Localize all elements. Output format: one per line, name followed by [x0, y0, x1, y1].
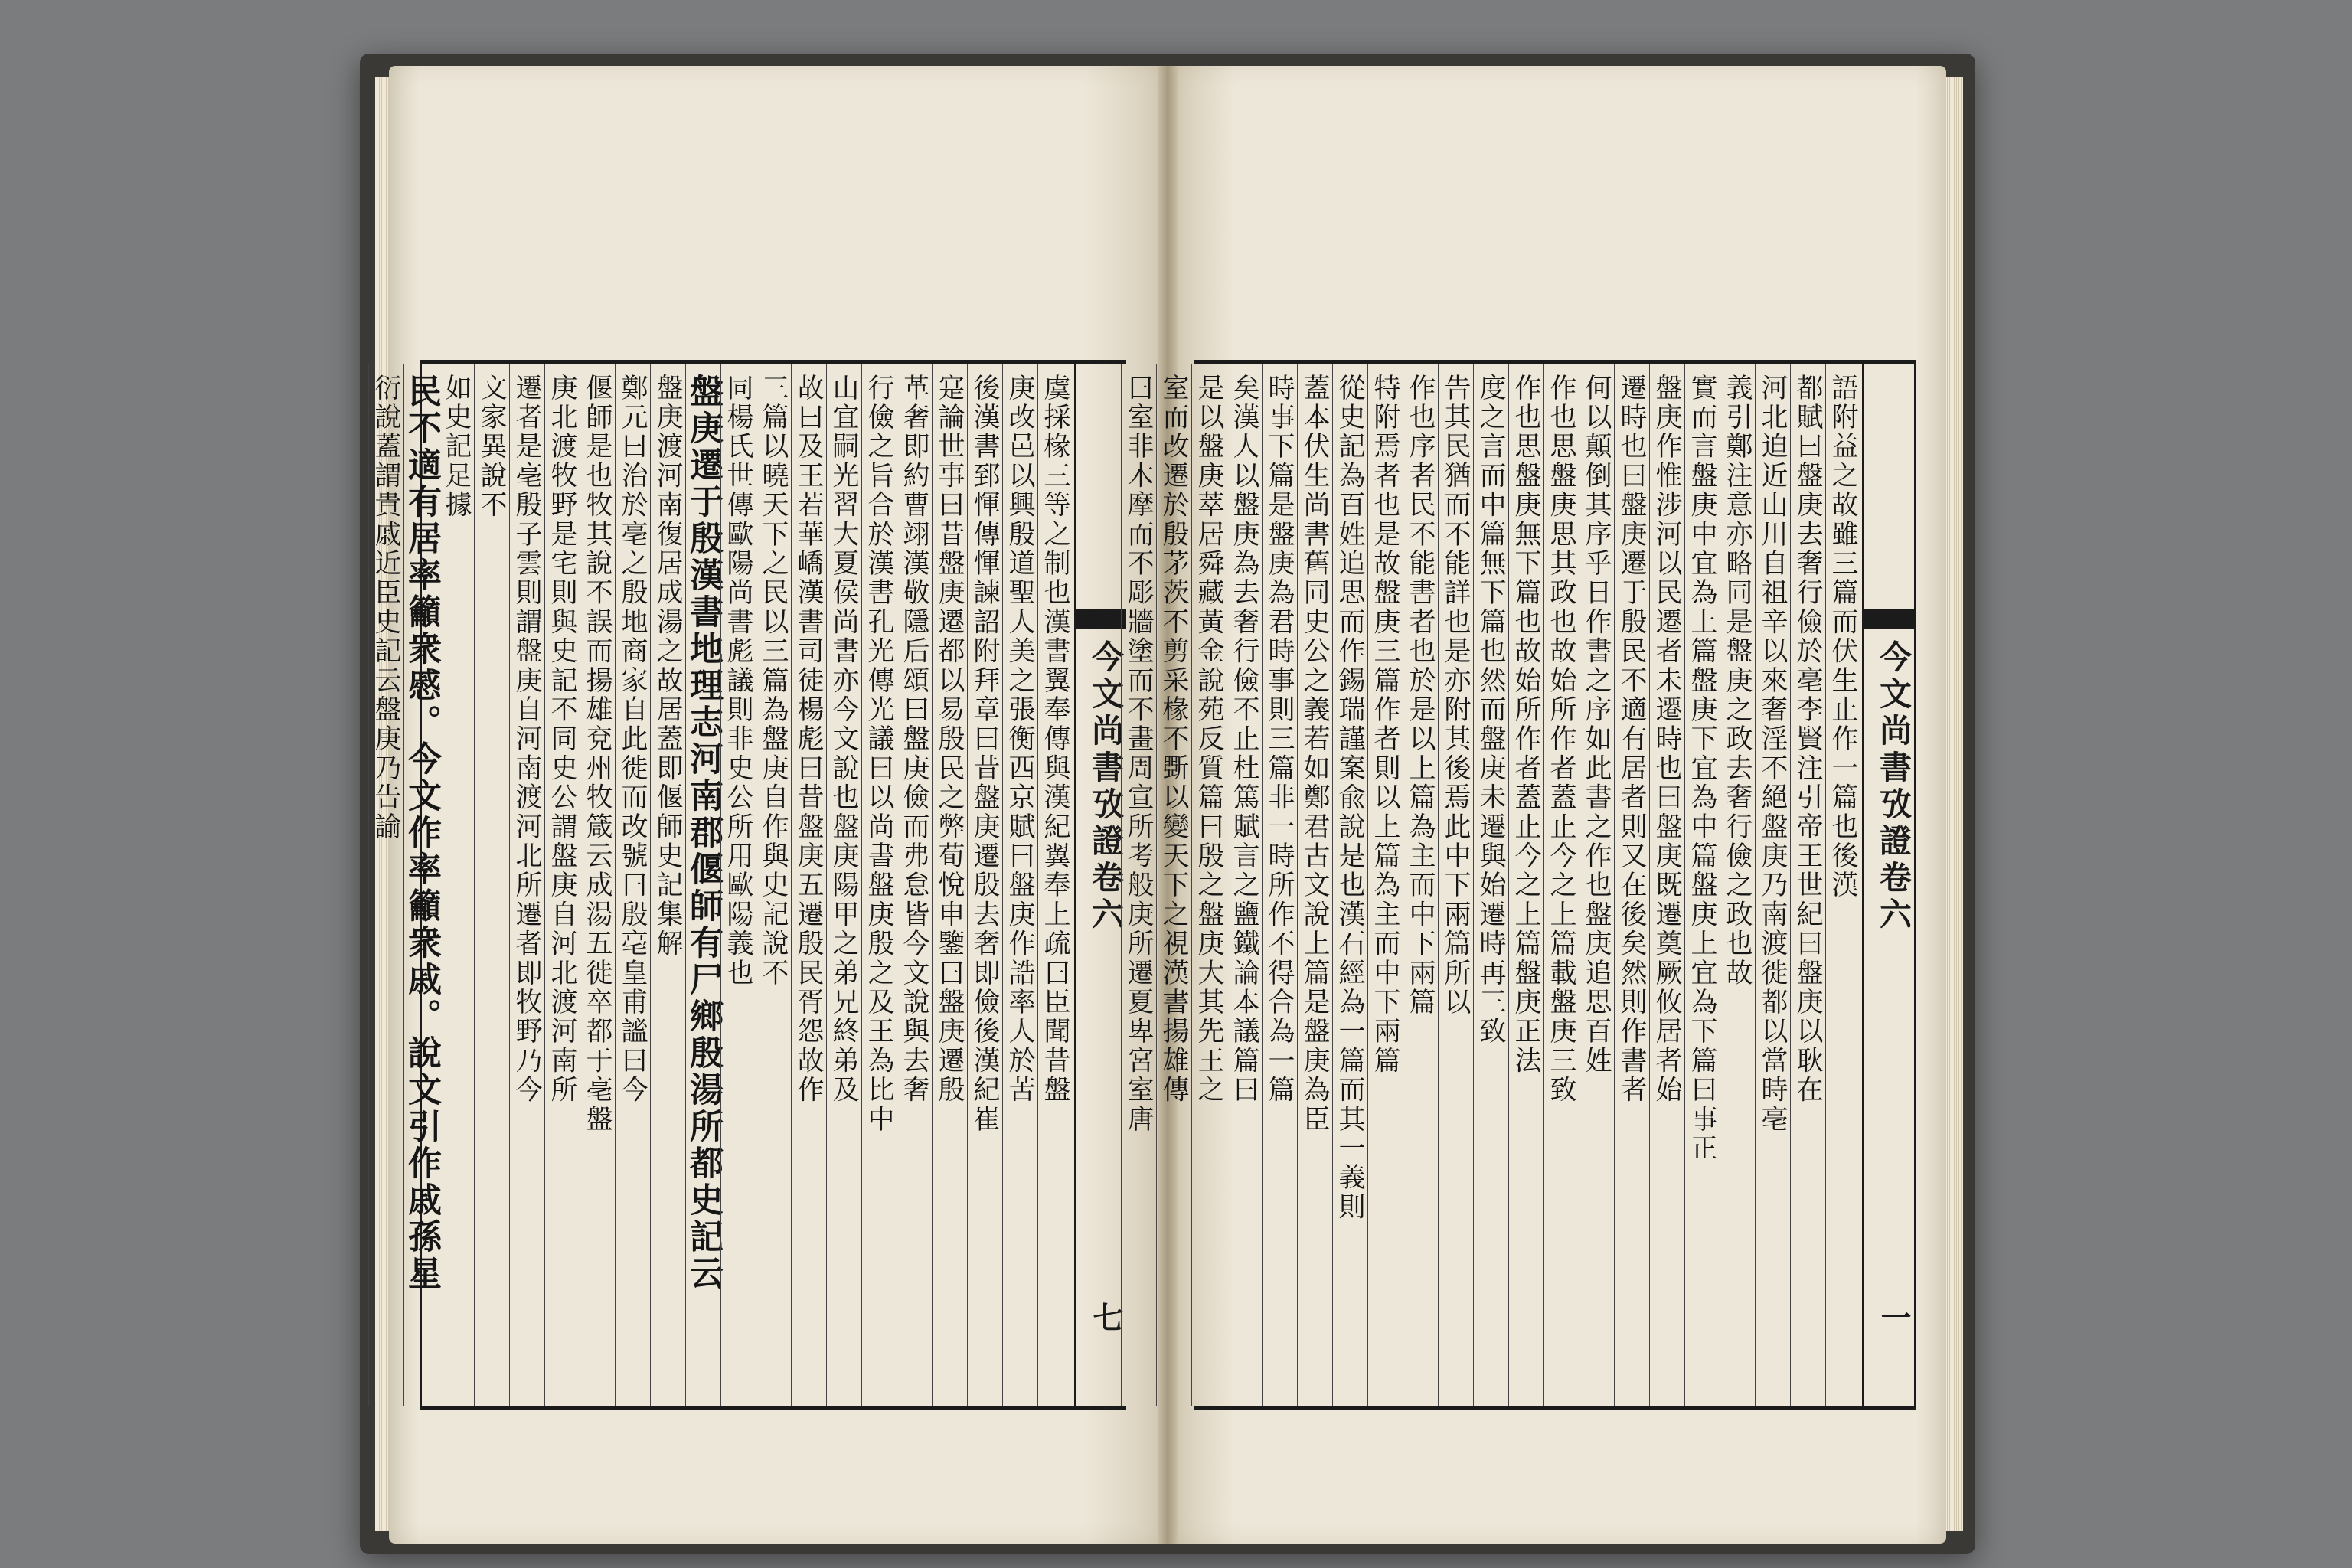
text-column: 盤庚渡河南復居成湯之故居蓋即偃師史記集解 — [650, 364, 685, 1406]
text-column: 何以顛倒其序乎日作書之序如此書之作也盤庚追思百姓 — [1579, 364, 1614, 1406]
text-column: 度之言而中篇無下篇也然而盤庚未遷與始遷時再三致 — [1473, 364, 1508, 1406]
text-column: 虞採椽三等之制也漢書翼奉傳與漢紀翼奉上疏曰臣聞昔盤 — [1037, 364, 1073, 1406]
right-text-columns — [1123, 364, 1860, 1406]
text-column: 衍說蓋謂貴戚近臣史記云盤庚乃告諭 — [368, 364, 403, 1406]
text-column: 庚改邑以興殷道聖人美之張衡西京賦曰盤庚作誥率人於苦 — [1002, 364, 1037, 1406]
text-column: 特附焉者也是故盤庚三篇作者則以上篇為主而中下兩篇 — [1367, 364, 1403, 1406]
right-print-frame — [1123, 360, 1916, 1410]
left-banxin — [1074, 364, 1126, 1406]
text-column: 實而言盤庚中宜為上篇盤庚下宜為中篇盤庚上宜為下篇曰事正 — [1684, 364, 1720, 1406]
text-column: 寔論世事曰昔盤庚遷都以易殷民之弊荀悅申鑒曰盤庚遷殷 — [932, 364, 967, 1406]
left-banxin-title: 今文尚書攷證卷六 — [1087, 640, 1125, 934]
text-column: 曰室非木摩而不彫牆塗而不畫周宣所考般庚所遷夏卑宮室唐 — [1121, 364, 1156, 1406]
left-page-number: 七 — [1088, 1302, 1124, 1337]
right-banxin-title: 今文尚書攷證卷六 — [1875, 640, 1913, 934]
right-banxin — [1862, 364, 1914, 1406]
text-column: 時事下篇是盤庚為君時事則三篇非一時所作不得合為一篇 — [1262, 364, 1297, 1406]
text-column: 三篇以曉天下之民以三篇為盤庚自作與史記說不 — [756, 364, 791, 1406]
text-column: 後漢書郅惲傳惲諫詔附拜章曰昔盤庚遷殷去奢即儉後漢紀崔 — [967, 364, 1002, 1406]
text-column: 盤庚作惟涉河以民遷者未遷時也曰盤庚既遷奠厥攸居者始 — [1649, 364, 1684, 1406]
text-column: 蓋本伏生尚書舊同史公之義若如鄭君古文說上篇是盤庚為臣 — [1297, 364, 1332, 1406]
text-column: 革奢即約曹翊漢敬隱后頌曰盤庚儉而弗怠皆今文說與去奢 — [897, 364, 932, 1406]
fish-tail-mark — [1076, 609, 1126, 629]
left-print-frame — [371, 360, 1126, 1410]
text-column: 遷者是亳殷子雲則謂盤庚自河南渡河北所遷者即牧野乃今 — [509, 364, 544, 1406]
text-column: 作也思盤庚無下篇也故始所作者蓋止今之上篇盤庚正法 — [1508, 364, 1544, 1406]
text-column: 語附益之故雖三篇而伏生止作一篇也後漢 — [1825, 364, 1860, 1406]
text-column: 是以盤庚萃居舜藏黃金說苑反質篇曰殷之盤庚大其先王之 — [1191, 364, 1227, 1406]
text-column: 故曰及王若華嶠漢書司徒楊彪曰昔盤庚五遷殷民胥怨故作 — [791, 364, 826, 1406]
text-column: 庚北渡牧野是宅則與史記不同史公謂盤庚自河北渡河南所 — [544, 364, 580, 1406]
left-text-columns — [371, 364, 1073, 1406]
text-column: 行儉之旨合於漢書孔光傳光議曰以尚書盤庚殷之及王為比中 — [861, 364, 897, 1406]
text-column: 遷時也曰盤庚遷于殷民不適有居者則又在後矣然則作書者 — [1614, 364, 1649, 1406]
text-column: 如史記足據 — [439, 364, 474, 1406]
right-page-number: 一 — [1876, 1302, 1912, 1337]
fish-tail-mark — [1864, 609, 1914, 629]
text-column: 都賦曰盤庚去奢行儉於亳李賢注引帝王世紀曰盤庚以耿在 — [1790, 364, 1825, 1406]
text-column: 民不適有居率籲衆慼。今文作率籲衆戚。說文引作戚孫星 — [403, 364, 439, 1406]
text-column: 作也思盤庚思其政也故始所作者蓋止今之上篇載盤庚三致 — [1544, 364, 1579, 1406]
text-column: 同楊氏世傳歐陽尚書彪議則非史公所用歐陽義也 — [720, 364, 756, 1406]
text-column: 矣漢人以盤庚為去奢行儉不止杜篤賦言之鹽鐵論本議篇曰 — [1227, 364, 1262, 1406]
text-column: 義引鄭注意亦略同是盤庚之政去奢行儉之政也故 — [1720, 364, 1755, 1406]
text-column: 盤庚遷于殷漢書地理志河南郡偃師有尸鄉殷湯所都史記云 — [685, 364, 720, 1406]
text-column: 鄭元曰治於亳之殷地商家自此徙而改號曰殷亳皇甫謐曰今 — [615, 364, 650, 1406]
text-column: 山宜嗣光習大夏侯尚書亦今文說也盤庚陽甲之弟兄終弟及 — [826, 364, 861, 1406]
text-column: 作也序者民不能書者也於是以上篇為主而中下兩篇 — [1403, 364, 1438, 1406]
text-column: 從史記為百姓追思而作錫瑞謹案兪說是也漢石經為一篇而其一義則 — [1332, 364, 1367, 1406]
text-column: 河北迫近山川自祖辛以來奢淫不絕盤庚乃南渡徙都以當時亳 — [1755, 364, 1790, 1406]
text-column: 室而改遷於殷茅茨不剪采椽不斲以變天下之視漢書揚雄傳 — [1156, 364, 1191, 1406]
text-column: 文家異說不 — [474, 364, 509, 1406]
text-column: 偃師是也牧其說不誤而揚雄兗州牧箴云成湯五徙卒都于亳盤 — [580, 364, 615, 1406]
text-column: 告其民猶而不能詳也是亦附其後焉此中下兩篇所以 — [1438, 364, 1473, 1406]
